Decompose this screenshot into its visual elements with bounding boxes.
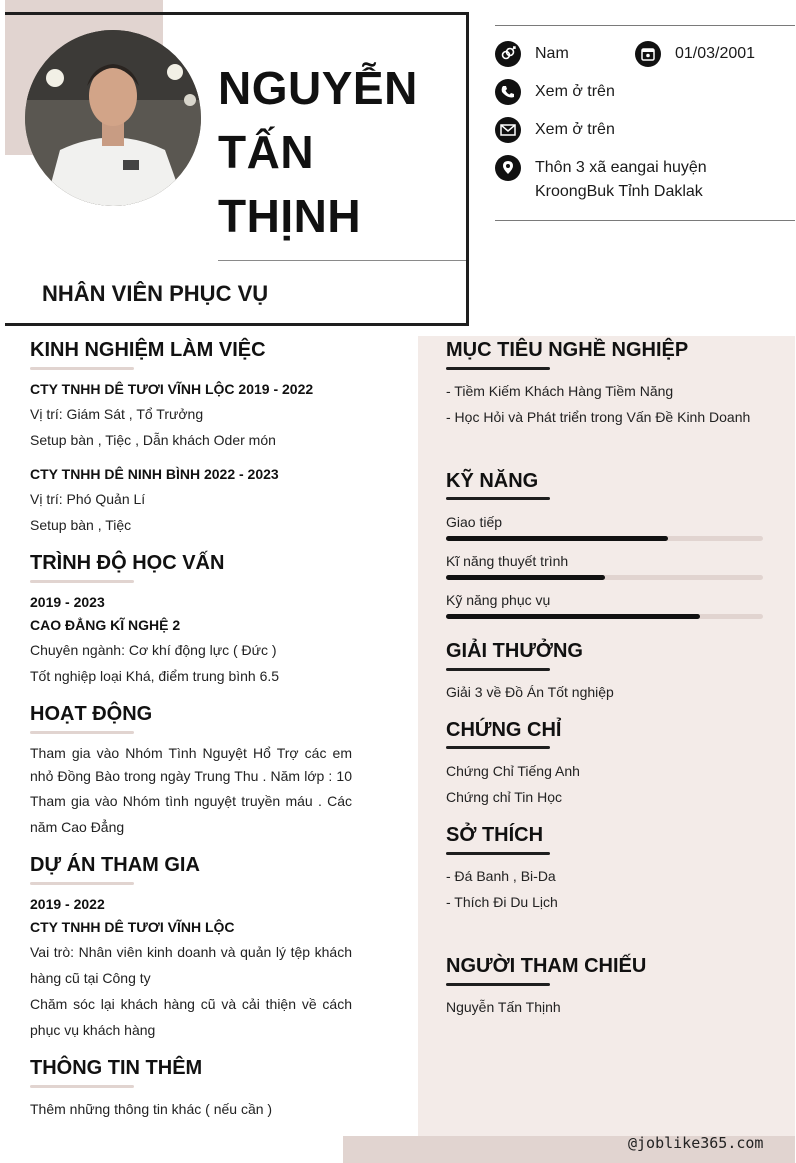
profile-photo [25, 30, 201, 206]
objective-title: MỤC TIÊU NGHỀ NGHIỆP [446, 339, 689, 361]
project-line-3: Chăm sóc lại khách hàng cũ và cải thiện về cách [30, 996, 352, 1012]
hobby-item-2: - Thích Đi Du Lịch [446, 894, 558, 910]
objective-underline [446, 367, 550, 370]
skill-bar-3 [446, 614, 763, 619]
awards-title: GIẢI THƯỞNG [446, 640, 583, 662]
skill-bar-fill-2 [446, 575, 605, 580]
skill-label-3: Kỹ năng phục vụ [446, 592, 551, 608]
education-result: Tốt nghiệp loại Khá, điểm trung bình 6.5 [30, 668, 280, 684]
name-divider [218, 260, 466, 261]
education-school: CAO ĐẲNG KĨ NGHỆ 2 [30, 617, 181, 633]
education-underline [30, 580, 134, 583]
reference-name: Nguyễn Tấn Thịnh [446, 999, 561, 1015]
activity-line-2: nhỏ Đồng Bào trong ngày Trung Thu . Năm lớp : 10 [30, 768, 352, 784]
contact-divider-bottom [495, 220, 795, 221]
skill-bar-1 [446, 536, 763, 541]
awards-text: Giải 3 về Đồ Án Tốt nghiệp [446, 684, 614, 700]
certificates-underline [446, 746, 550, 749]
experience-underline [30, 367, 134, 370]
phone-icon [495, 79, 521, 105]
certificate-item-1: Chứng Chỉ Tiếng Anh [446, 763, 580, 779]
job-1-position: Vị trí: Giám Sát , Tổ Trưởng [30, 406, 204, 422]
extra-info-title: THÔNG TIN THÊM [30, 1057, 203, 1079]
certificates-title: CHỨNG CHỈ [446, 719, 562, 741]
job-1-duties: Setup bàn , Tiệc , Dẫn khách Oder món [30, 432, 276, 448]
email-icon [495, 117, 521, 143]
skill-label-2: Kĩ năng thuyết trình [446, 553, 569, 569]
name-line-1: NGUYỄN [218, 62, 418, 114]
name-line-3: THỊNH [218, 190, 362, 242]
birthdate-value: 01/03/2001 [675, 45, 756, 62]
skill-bar-2 [446, 575, 763, 580]
extra-info-underline [30, 1085, 134, 1088]
address-line-1: Thôn 3 xã eangai huyện [535, 159, 707, 176]
project-line-1: Vai trò: Nhân viên kinh doanh và quản lý tệp khách [30, 944, 352, 960]
job-2-duties: Setup bàn , Tiệc [30, 517, 132, 533]
experience-title: KINH NGHIỆM LÀM VIỆC [30, 339, 266, 361]
gender-value: Nam [535, 45, 569, 62]
references-title: NGƯỜI THAM CHIẾU [446, 955, 647, 977]
hobbies-title: SỞ THÍCH [446, 824, 544, 846]
education-major: Chuyên ngành: Cơ khí động lực ( Đức ) [30, 642, 277, 658]
person-photo-icon [25, 30, 201, 206]
skills-underline [446, 497, 550, 500]
phone-value: Xem ở trên [535, 83, 615, 100]
activities-underline [30, 731, 134, 734]
certificate-item-2: Chứng chỉ Tin Học [446, 789, 562, 805]
footer-watermark: @joblike365.com [628, 1134, 764, 1152]
objective-item-2: - Học Hỏi và Phát triển trong Vấn Đề Kinh Doanh [446, 409, 751, 425]
education-years: 2019 - 2023 [30, 594, 105, 610]
activities-title: HOẠT ĐỘNG [30, 703, 153, 725]
projects-title: DỰ ÁN THAM GIA [30, 854, 200, 876]
skill-bar-fill-1 [446, 536, 668, 541]
objective-item-1: - Tiềm Kiếm Khách Hàng Tiềm Năng [446, 383, 674, 399]
job-title: NHÂN VIÊN PHỤC VỤ [42, 281, 269, 306]
job-2-position: Vị trí: Phó Quản Lí [30, 491, 146, 507]
project-line-4: phục vụ khách hàng [30, 1022, 156, 1038]
job-1-heading: CTY TNHH DÊ TƯƠI VĨNH LỘC 2019 - 2022 [30, 381, 314, 397]
email-value: Xem ở trên [535, 121, 615, 138]
project-line-2: hàng cũ tại Công ty [30, 970, 151, 986]
education-title: TRÌNH ĐỘ HỌC VẤN [30, 552, 225, 574]
contact-divider-top [495, 25, 795, 26]
hobbies-underline [446, 852, 550, 855]
skill-bar-fill-3 [446, 614, 700, 619]
skills-title: KỸ NĂNG [446, 470, 539, 492]
awards-underline [446, 668, 550, 671]
calendar-icon [635, 41, 661, 67]
hobby-item-1: - Đá Banh , Bi-Da [446, 868, 556, 884]
skill-label-1: Giao tiếp [446, 514, 503, 530]
gender-icon [495, 41, 521, 67]
extra-info-text: Thêm những thông tin khác ( nếu cần ) [30, 1101, 273, 1117]
references-underline [446, 983, 550, 986]
project-company: CTY TNHH DÊ TƯƠI VĨNH LỘC [30, 919, 235, 935]
project-years: 2019 - 2022 [30, 896, 105, 912]
location-icon [495, 155, 521, 181]
full-name [218, 56, 458, 248]
projects-underline [30, 882, 134, 885]
activity-line-3: Tham gia vào Nhóm tình nguyệt truyền máu . Các [30, 793, 352, 809]
name-line-2: TẤN [218, 126, 315, 178]
job-2-heading: CTY TNHH DÊ NINH BÌNH 2022 - 2023 [30, 466, 279, 482]
address-line-2: KroongBuk Tỉnh Daklak [535, 183, 703, 200]
activity-line-1: Tham gia vào Nhóm Tình Nguyệt Hổ Trợ các em [30, 745, 352, 761]
activity-line-4: năm Cao Đẳng [30, 819, 125, 835]
